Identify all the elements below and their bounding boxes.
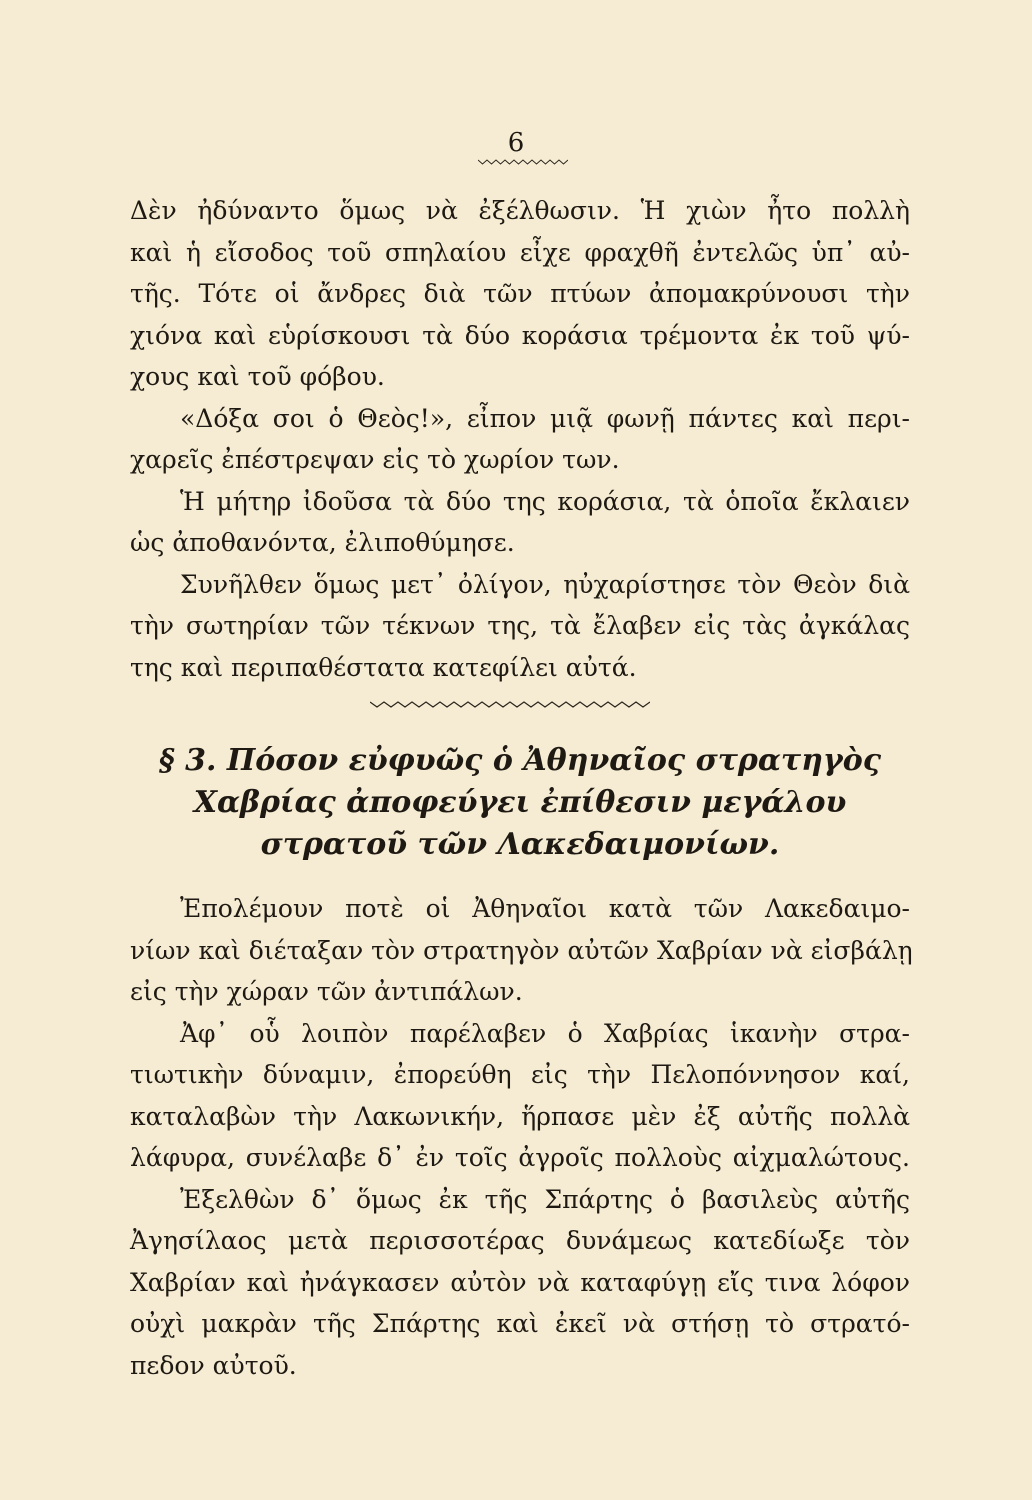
text-line: χιόνα καὶ εὑρίσκουσι τὰ δύο κοράσια τρέμοντα ἐκ τοῦ ψύ- (130, 320, 910, 350)
text-line: Ἐξελθὼν δ᾿ ὅμως ἐκ τῆς Σπάρτης ὁ βασιλεὺς αὐτῆς (180, 1184, 910, 1214)
text-line: νίων καὶ διέταξαν τὸν στρατηγὸν αὐτῶν Χαβρίαν νὰ εἰσβάλῃ (130, 935, 913, 965)
page-number: 6 (507, 128, 525, 158)
text-line: Δὲν ἠδύναντο ὅμως νὰ ἐξέλθωσιν. Ἡ χιὼν ἦτο πολλὴ (130, 196, 910, 225)
text-line: Ἀφ᾿ οὗ λοιπὸν παρέλαβεν ὁ Χαβρίας ἱκανὴν στρα- (180, 1018, 910, 1048)
heading-line: § 3. Πόσον εὐφυῶς ὁ Ἀθηναῖος στρατηγὸς (158, 743, 882, 778)
text-line: εἰς τὴν χώραν τῶν ἀντιπάλων. (130, 977, 523, 1006)
section-heading (130, 740, 910, 866)
text-line: της καὶ περιπαθέστατα κατεφίλει αὐτά. (130, 652, 637, 682)
top-text (130, 190, 910, 688)
text-line: ὡς ἀποθανόντα, ἐλιποθύμησε. (130, 528, 515, 557)
text-line: καὶ ἡ εἴσοδος τοῦ σπηλαίου εἶχε φραχθῆ ἐντελῶς ὑπ᾿ αὐ- (130, 237, 910, 267)
text-line: Συνῆλθεν ὅμως μετ᾿ ὀλίγον, ηὐχαρίστησε τὸν Θεὸν διὰ (180, 569, 910, 599)
text-line: λάφυρα, συνέλαβε δ᾿ ἐν τοῖς ἀγροῖς πολλοὺς αἰχμαλώτους. (130, 1143, 910, 1172)
heading-line: Χαβρίας ἀποφεύγει ἐπίθεσιν μεγάλου (193, 785, 847, 820)
bottom-text (130, 888, 913, 1386)
heading-line: στρατοῦ τῶν Λακεδαιμονίων. (260, 827, 780, 862)
text-line: Ἀγησίλαος μετὰ περισσοτέρας δυνάμεως κατεδίωξε τὸν (130, 1226, 910, 1255)
text-line: χαρεῖς ἐπέστρεψαν εἰς τὸ χωρίον των. (130, 445, 620, 474)
section-divider-ornament (370, 699, 650, 709)
text-line: Χαβρίαν καὶ ἠνάγκασεν αὐτὸν νὰ καταφύγῃ εἴς τινα λόφον (130, 1267, 910, 1297)
text-line: Ἡ μήτηρ ἰδοῦσα τὰ δύο της κοράσια, τὰ ὁποῖα ἔκλαιεν (180, 486, 910, 516)
text-line: Ἐπολέμουν ποτὲ οἱ Ἀθηναῖοι κατὰ τῶν Λακεδαιμο- (180, 894, 910, 923)
text-line: τιωτικὴν δύναμιν, ἐπορεύθη εἰς τὴν Πελοπόννησον καί, (130, 1060, 910, 1089)
text-line: χους καὶ τοῦ φόβου. (130, 362, 385, 391)
text-line: τῆς. Τότε οἱ ἄνδρες διὰ τῶν πτύων ἀπομακρύνουσι τὴν (130, 279, 910, 308)
ornament-under-page-number (478, 158, 568, 166)
text-line: οὐχὶ μακρὰν τῆς Σπάρτης καὶ ἐκεῖ νὰ στήσῃ τὸ στρατό- (130, 1309, 910, 1338)
text-line: πεδον αὐτοῦ. (130, 1350, 297, 1380)
text-line: τὴν σωτηρίαν τῶν τέκνων της, τὰ ἔλαβεν εἰς τὰς ἀγκάλας (130, 611, 910, 640)
text-line: καταλαβὼν τὴν Λακωνικήν, ἥρπασε μὲν ἐξ αὐτῆς πολλὰ (130, 1101, 910, 1131)
text-line: «Δόξα σοι ὁ Θεὸς!», εἶπον μιᾷ φωνῇ πάντες καὶ περι- (180, 403, 910, 433)
